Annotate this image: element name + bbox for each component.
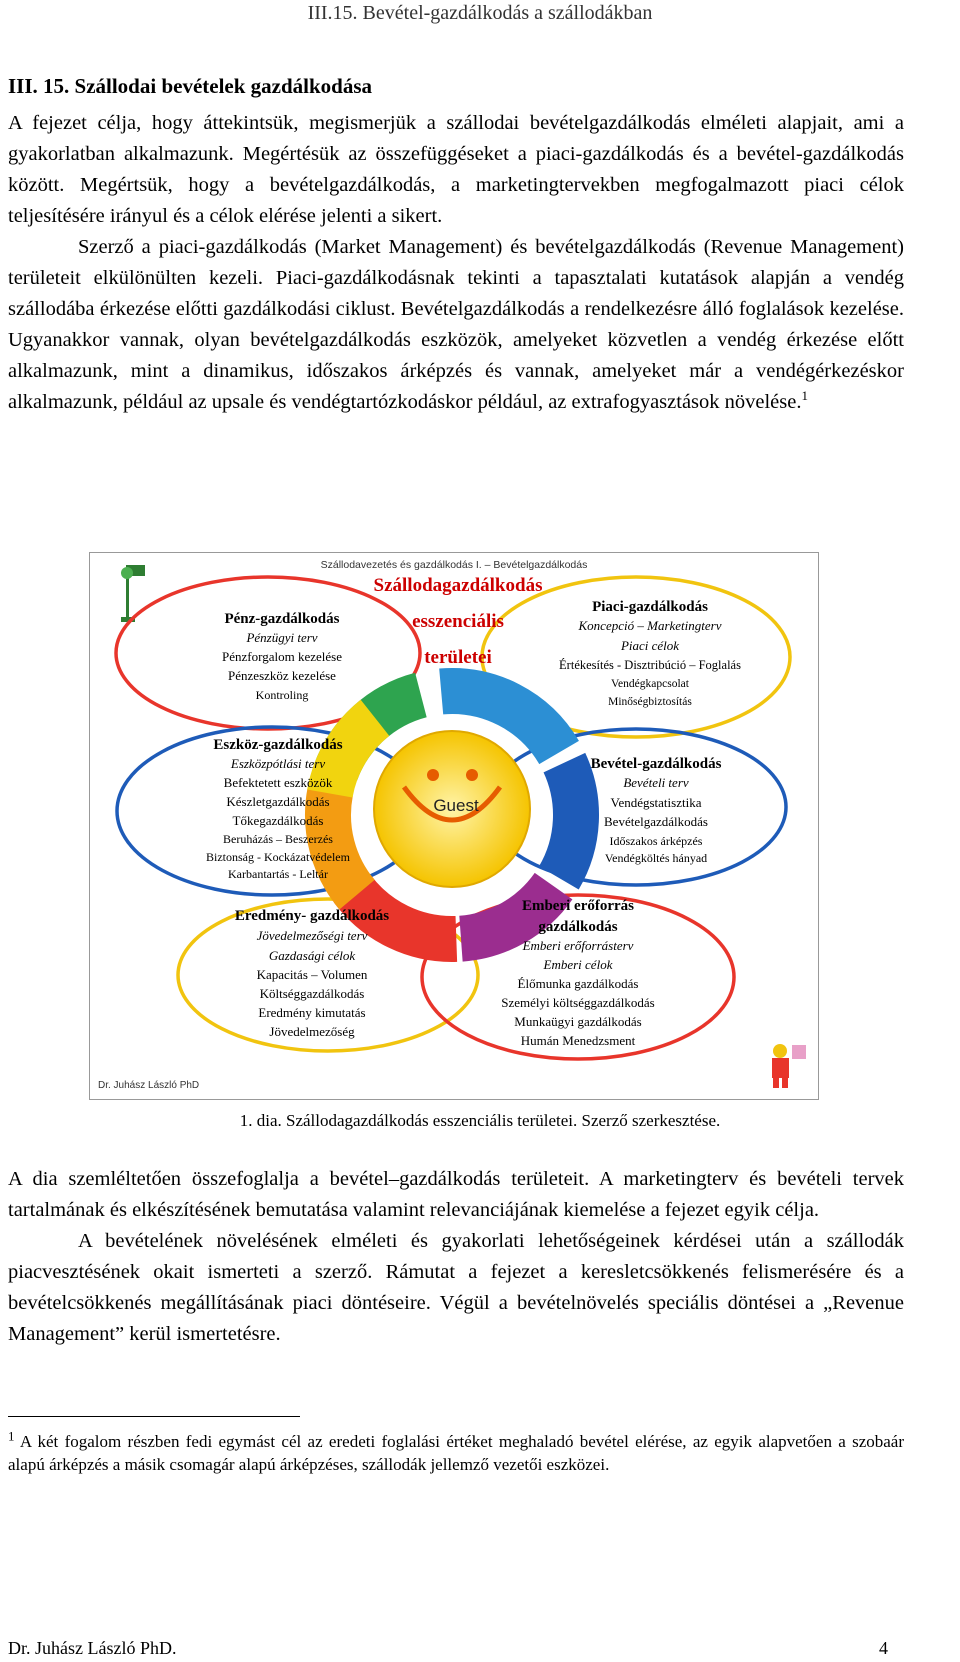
center-title-2: esszenciális — [412, 611, 504, 632]
footnote-text: A két fogalom részben fedi egymást cél az eredeti foglalási értéket meghaladó bevétel elérése, az egyik alapvetően a szobaár alapú árképzés a másik csomagár alapú árképzéses, szállodák jellemző vezetői eszközei. — [8, 1432, 905, 1474]
paragraph-3: A dia szemléltetően összefoglalja a bevétel–gazdálkodás területeit. A marketingterv és bevételi tervek tartalmának és elkészítésének bemutatása valamint relevanciájának kiemelése a fejezet egyik célja. — [8, 1168, 904, 1221]
footnote — [8, 1430, 904, 1476]
bevetel-item: Bevételgazdálkodás — [604, 814, 708, 829]
emberi-title: Emberi erőforrás — [521, 898, 635, 914]
eredmeny-item: Költséggazdálkodás — [259, 986, 365, 1001]
figure-caption: 1. dia. Szállodagazdálkodás esszenciális területei. Szerző szerkesztése. — [239, 1111, 721, 1130]
slide-author: Dr. Juhász László PhD — [98, 1080, 200, 1091]
piaci-title: Piaci-gazdálkodás — [592, 599, 708, 615]
chapter-title: III. 15. Szállodai bevételek gazdálkodása — [8, 74, 373, 98]
eredmeny-title: Eredmény- gazdálkodás — [234, 908, 390, 924]
penz-plan: Pénzügyi terv — [246, 630, 318, 645]
emberi-item: Humán Menedzsment — [520, 1033, 636, 1048]
bevetel-item: Vendégköltés hányad — [604, 851, 708, 865]
penz-item: Pénzeszköz kezelése — [228, 668, 336, 683]
paragraph-4: A bevételének növelésének elméleti és gyakorlati lehetőségeinek kérdései után a szállodák piacvesztésének okait ismerteti a szerző. Rámutat a fejezet a keresletcsökkenés felismerésére és a bevételcsökkenés megállításának piaci döntéseire. Végül a bevételnövelés speciális döntései a „Revenue Management” kerül ismertetésre. — [8, 1230, 904, 1345]
slide-figure — [89, 552, 819, 1100]
running-header: III.15. Bevétel-gazdálkodás a szállodákban — [307, 2, 653, 24]
eredmeny-item: Kapacitás – Volumen — [256, 967, 368, 982]
footer-author: Dr. Juhász László PhD. — [8, 1638, 177, 1658]
paragraph-1: A fejezet célja, hogy áttekintsük, megismerjük a szállodai bevételgazdálkodás elméleti alapjait, ami a gyakorlatban alkalmazunk. Megértésük az összefüggéseket a piaci-gazdálkodás és a bevétel-gazdálkodás között. Megértsük, hogy a bevételgazdálkodás, a marketingtervekben megfogalmazott piaci célok teljesítésére irányul és a célok elérése jelenti a sikert. — [8, 112, 904, 227]
footnote-mark: 1 — [8, 1428, 15, 1444]
eredmeny-plan: Jövedelmezőségi terv — [256, 928, 368, 943]
eszkoz-item: Befektetett eszközök — [223, 775, 333, 790]
intro-text — [8, 108, 904, 418]
bevetel-item: Vendégstatisztika — [610, 795, 702, 810]
page-number: 4 — [879, 1638, 888, 1658]
penz-item: Pénzforgalom kezelése — [222, 649, 342, 664]
piaci-item: Vendégkapcsolat — [611, 678, 689, 690]
eszkoz-item: Biztonság - Kockázatvédelem — [206, 850, 350, 864]
mascot-icon — [772, 1044, 806, 1088]
penz-item: Kontroling — [255, 688, 309, 702]
piaci-item: Minőségbiztosítás — [608, 696, 692, 708]
eszkoz-item: Készletgazdálkodás — [226, 794, 330, 809]
summary-text — [8, 1164, 904, 1350]
eredmeny-item: Jövedelmezőség — [269, 1024, 355, 1039]
center-title-3: területei — [424, 647, 492, 668]
piaci-goal: Piaci célok — [620, 638, 680, 653]
emberi-goal: Emberi célok — [543, 957, 613, 972]
bevetel-title: Bevétel-gazdálkodás — [590, 756, 722, 772]
emberi-item: Személyi költséggazdálkodás — [501, 995, 655, 1010]
footnote-separator — [8, 1416, 300, 1417]
emberi-item: Munkaügyi gazdálkodás — [514, 1014, 642, 1029]
guest-label: Guest — [433, 796, 479, 815]
emberi-item: Élőmunka gazdálkodás — [517, 976, 639, 991]
center-title-1: Szállodagazdálkodás — [373, 575, 543, 596]
bevetel-item: Időszakos árképzés — [609, 834, 703, 848]
paragraph-2 — [8, 232, 904, 418]
piaci-plan: Koncepció – Marketingterv — [578, 618, 722, 633]
paragraph-2-text: Szerző a piaci-gazdálkodás (Market Management) és bevételgazdálkodás (Revenue Management) területeit elkülönülten kezeli. Piaci-gazdálkodásnak tekinti a tapasztalati kutatások alapján a vendég szállodába érkezése előtti gazdálkodási ciklust. Bevételgazdálkodás a rendelkezésre álló foglalások kezelése. Ugyanakkor vannak, olyan bevételgazdálkodás eszközök, amelyeket közvetlen a vendég érkezése előtt alkalmazunk, mint a dinamikus, időszakos árképzés és vannak, amelyeket már a vendégérkezéskor alkalmazunk, például az upsale és vendégtartózkodáskor például, az extrafogyasztások növelése. — [8, 236, 904, 413]
piaci-item: Értékesítés - Disztribúció – Foglalás — [559, 658, 741, 672]
eredmeny-item: Eredmény kimutatás — [258, 1005, 366, 1020]
eszkoz-item: Beruházás – Beszerzés — [223, 832, 333, 846]
slide-top-title: Szállodavezetés és gazdálkodás I. – Bevételgazdálkodás — [320, 559, 588, 571]
penz-title: Pénz-gazdálkodás — [224, 611, 340, 627]
eszkoz-plan: Eszközpótlási terv — [230, 756, 326, 771]
eszkoz-title: Eszköz-gazdálkodás — [213, 737, 343, 753]
eszkoz-item: Karbantartás - Leltár — [228, 867, 328, 881]
flag-logo — [121, 565, 145, 622]
slide-diagram — [90, 553, 818, 1099]
footnote-ref[interactable]: 1 — [801, 388, 808, 404]
bevetel-plan: Bevételi terv — [623, 775, 689, 790]
emberi-title-2: gazdálkodás — [538, 919, 618, 935]
eredmeny-goal: Gazdasági célok — [268, 948, 356, 963]
emberi-plan: Emberi erőforrásterv — [522, 938, 634, 953]
eszkoz-item: Tőkegazdálkodás — [232, 813, 324, 828]
